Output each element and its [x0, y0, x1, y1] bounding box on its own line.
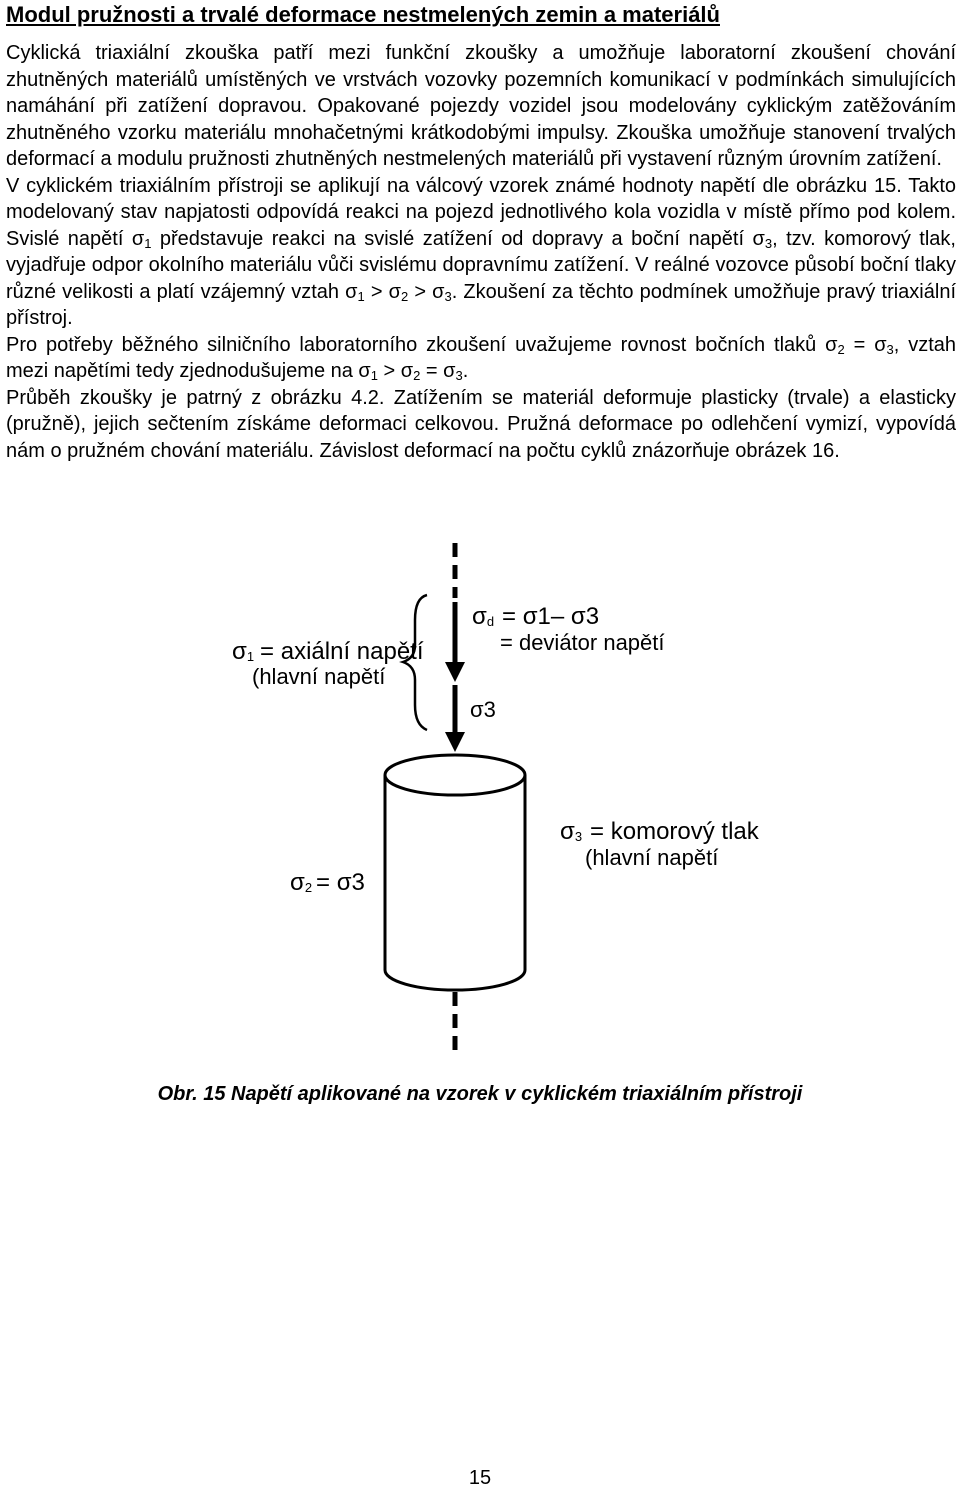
figure-svg — [220, 540, 780, 1055]
page-heading: Modul pružnosti a trvalé deformace nestmelených zemin a materiálů — [6, 2, 720, 27]
figure-caption: Obr. 15 Napětí aplikované na vzorek v cyklickém triaxiálním přístroji — [157, 1083, 803, 1105]
page-number: 15 — [468, 1467, 492, 1489]
cylinder-top — [385, 755, 525, 795]
paragraph-test-course: Průběh zkoušky je patrný z obrázku 4.2. Zatížením se materiál deformuje plasticky (trvale) a elasticky (pružně), jejich sečtením získáme deformaci celkovou. Pružná deformace po odlehčení vymizí, vypovídá nám o pružném chování materiálu. Závislost deformací na počtu cyklů znázorňuje obrázek 16. — [6, 386, 956, 462]
sigma-3-chamber-label: σ3 = komorový tlak — [560, 818, 759, 845]
sigma-2-label: σ2 = σ3 — [290, 869, 365, 896]
body-text — [6, 40, 956, 464]
sigma-3-arrow-label: σ3 — [470, 697, 496, 722]
paragraph-stress-state: V cyklickém triaxiálním přístroji se aplikují na válcový vzorek známé hodnoty napětí dle obrázku 15. Takto modelovaný stav napjatosti odpovídá reakci na pojezd jednotlivého kola vozidla v místě přímo pod kolem. Svislé napětí $\sigma_1$ představuje reakci na svislé zatížení od dopravy a boční napětí $\sigma_3$, tzv. komorový tlak, vyjadřuje odpor okolního materiálu vůči svislému dopravnímu zatížení. V reálné vozovce působí boční tlaky různé velikosti a platí vzájemný vztah $\sigma_1 > \sigma_2 > \sigma_3$. Zkoušení za těchto podmínek umožňuje pravý triaxiální přístroj. — [6, 174, 956, 329]
deviator-label: = deviátor napětí — [500, 630, 665, 655]
sigma-d-label: σd = σ1– σ3 — [472, 603, 600, 630]
triaxial-stress-figure — [220, 540, 780, 1055]
sigma-1-label: σ1 = axiální napětí — [232, 638, 424, 665]
paragraph-intro: Cyklická triaxiální zkouška patří mezi funkční zkoušky a umožňuje laboratorní zkoušení chování zhutněných materiálů umístěných ve vrstvách vozovky pozemních komunikací v podmínkách simulujících namáhání při zatížení dopravou. Opakované pojezdy vozidel jsou modelovány cyklickým zatěžováním zhutněného vzorku materiálu mnohačetnými krátkodobými impulsy. Zkouška umožňuje stanovení trvalých deformací a modulu pružnosti zhutněných nestmelených materiálů při vystavení různým úrovním zatížení. — [6, 42, 956, 170]
main-stress-label-1: (hlavní napětí — [252, 664, 386, 689]
sigma-3-arrowhead — [445, 732, 465, 752]
main-stress-label-2: (hlavní napětí — [585, 845, 719, 870]
cylinder-bottom — [385, 970, 525, 990]
sigma-d-arrowhead — [445, 662, 465, 682]
paragraph-lab-testing: Pro potřeby běžného silničního laboratorního zkoušení uvažujeme rovnost bočních tlaků $\sigma_2 = \sigma_3$, vztah mezi napětími tedy zjednodušujeme na $\sigma_1 > \sigma_2 = \sigma_3$. — [6, 333, 957, 383]
